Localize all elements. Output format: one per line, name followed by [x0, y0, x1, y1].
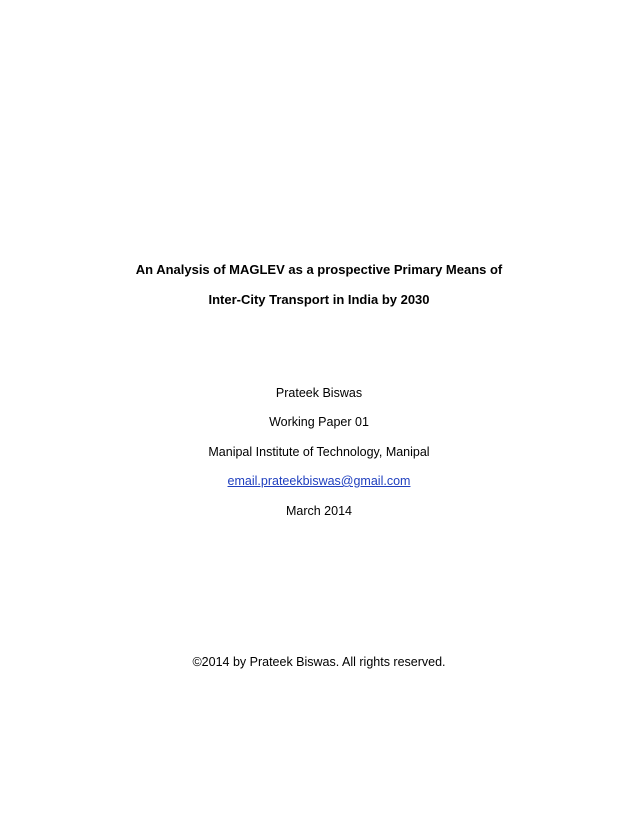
paper-series: Working Paper 01	[269, 415, 369, 429]
author-name: Prateek Biswas	[275, 386, 363, 400]
title-line-1: An Analysis of MAGLEV as a prospective Primary Means of	[135, 262, 503, 277]
institution: Manipal Institute of Technology, Manipal	[208, 445, 430, 459]
email-line	[0, 473, 638, 489]
copyright-notice: ©2014 by Prateek Biswas. All rights reserved.	[192, 655, 446, 669]
title-line-2: Inter-City Transport in India by 2030	[208, 292, 430, 307]
publication-date: March 2014	[285, 504, 352, 518]
email-link[interactable]: email.prateekbiswas@gmail.com	[227, 474, 411, 488]
